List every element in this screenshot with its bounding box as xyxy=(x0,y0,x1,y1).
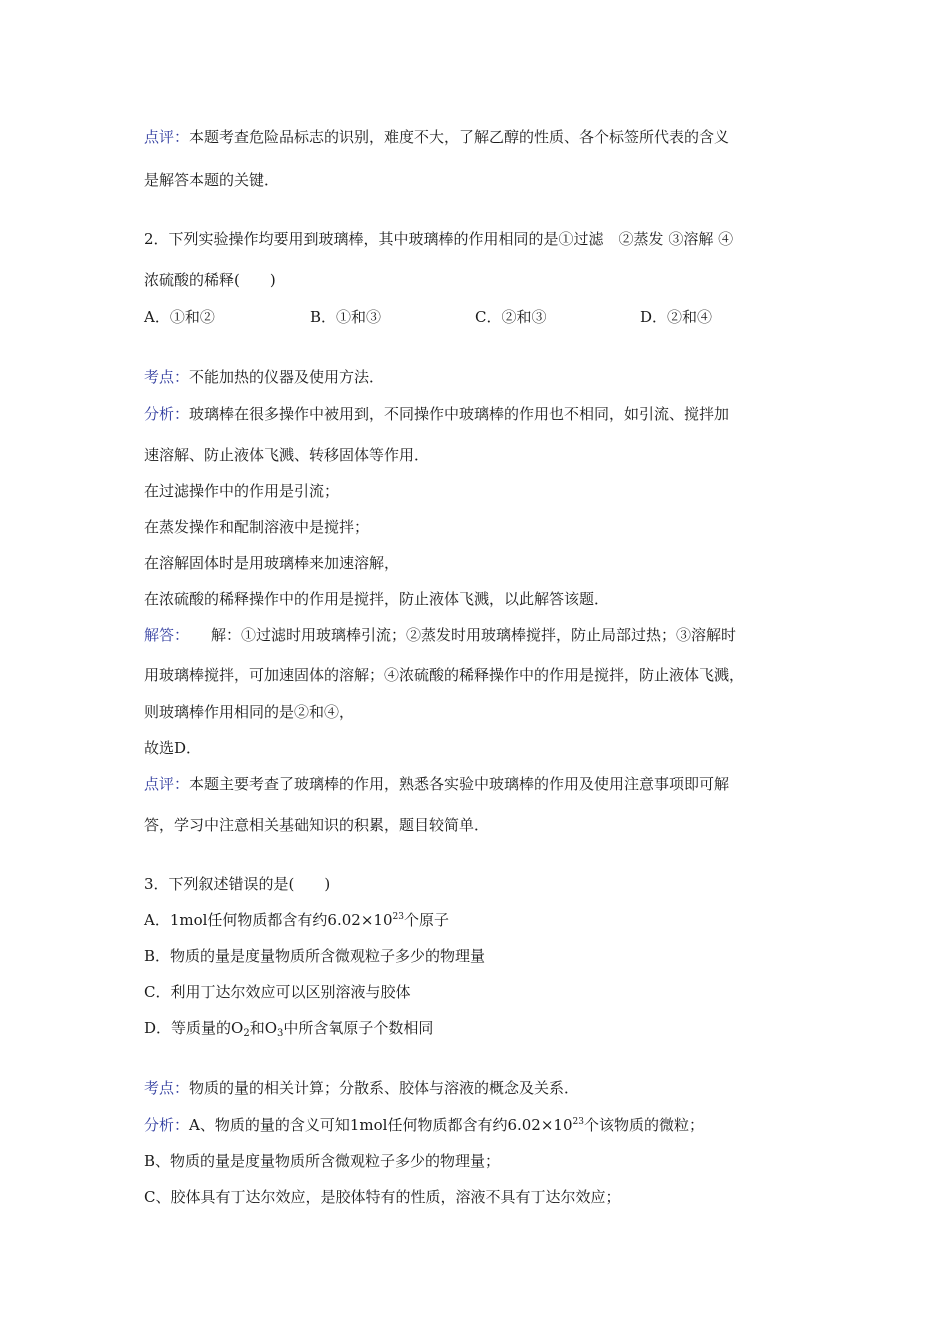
q3-option-d-sub-1: 2 xyxy=(243,1028,250,1039)
q2-jieda-line-3: 则玻璃棒作用相同的是②和④， xyxy=(144,703,355,721)
q2-jieda-line-4: 故选D． xyxy=(144,739,202,757)
q3-fenxi-line-2: B、物质的量是度量物质所含微观粒子多少的物理量； xyxy=(144,1152,501,1170)
q3-kaodian xyxy=(144,1078,579,1098)
q3-option-a-text: A．1mol任何物质都含有约6.02×10 xyxy=(144,911,393,929)
q3-option-c: C．利用丁达尔效应可以区别溶液与胶体 xyxy=(144,983,411,1001)
q3-option-a-exponent: 23 xyxy=(392,912,404,922)
jieda-text-1: 解：①过滤时用玻璃棒引流；②蒸发时用玻璃棒搅拌，防止局部过热；③溶解时 xyxy=(211,626,737,644)
q3-option-d-sub-2: 3 xyxy=(277,1028,284,1039)
q2-fenxi-line-1 xyxy=(144,404,729,424)
q2-jieda-line-1 xyxy=(144,625,736,645)
q2-jieda-line-2: 用玻璃棒搅拌，可加速固体的溶解；④浓硫酸的稀释操作中的作用是搅拌，防止液体飞溅， xyxy=(144,666,745,684)
q3-fenxi-line-1 xyxy=(144,1115,704,1135)
q3-kaodian-text: 物质的量的相关计算；分散系、胶体与溶液的概念及关系． xyxy=(189,1079,580,1097)
q3-fenxi-text-1: A、物质的量的含义可知1mol任何物质都含有约6.02×10 xyxy=(189,1116,573,1134)
q2-fenxi-line-4: 在蒸发操作和配制溶液中是搅拌； xyxy=(144,518,370,536)
q3-fenxi-line-3: C、胶体具有丁达尔效应，是胶体特有的性质，溶液不具有丁达尔效应； xyxy=(144,1188,621,1206)
q3-option-d xyxy=(144,1018,433,1038)
q3-option-d-mid: 和O xyxy=(249,1019,278,1037)
q2-stem-line-2: 浓硫酸的稀释( ) xyxy=(144,271,276,289)
review-line-2: 是解答本题的关键． xyxy=(144,171,280,189)
q2-fenxi-line-5: 在溶解固体时是用玻璃棒来加速溶解， xyxy=(144,554,400,572)
q3-option-d-text: D．等质量的O xyxy=(144,1019,244,1037)
q3-option-b: B．物质的量是度量物质所含微观粒子多少的物理量 xyxy=(144,947,486,965)
q2-option-a: A．①和② xyxy=(144,308,215,326)
q3-kaodian-label: 考点： xyxy=(144,1079,190,1097)
dianping-text-1: 本题主要考查了玻璃棒的作用，熟悉各实验中玻璃棒的作用及使用注意事项即可解 xyxy=(189,775,730,793)
review-line-1 xyxy=(144,127,729,147)
q3-fenxi-exponent: 23 xyxy=(572,1117,584,1127)
q2-option-b: B．①和③ xyxy=(310,308,382,326)
q3-stem: 3．下列叙述错误的是( ) xyxy=(144,875,331,893)
review-label: 点评： xyxy=(144,128,190,146)
q2-option-c: C．②和③ xyxy=(475,308,547,326)
dianping-label: 点评： xyxy=(144,775,190,793)
q3-option-a xyxy=(144,910,449,930)
q2-option-d: D．②和④ xyxy=(640,308,713,326)
kaodian-label: 考点： xyxy=(144,368,190,386)
fenxi-text-1: 玻璃棒在很多操作中被用到，不同操作中玻璃棒的作用也不相同，如引流、搅拌加 xyxy=(189,405,730,423)
kaodian-text: 不能加热的仪器及使用方法． xyxy=(189,368,385,386)
q2-fenxi-line-3: 在过滤操作中的作用是引流； xyxy=(144,482,340,500)
q2-dianping-line-2: 答，学习中注意相关基础知识的积累，题目较简单． xyxy=(144,816,490,834)
fenxi-label: 分析： xyxy=(144,405,190,423)
review-text-1: 本题考查危险品标志的识别，难度不大，了解乙醇的性质、各个标签所代表的含义 xyxy=(189,128,730,146)
q2-kaodian xyxy=(144,367,384,387)
q3-fenxi-label: 分析： xyxy=(144,1116,190,1134)
jieda-label: 解答： xyxy=(144,626,190,644)
q2-dianping-line-1 xyxy=(144,774,729,794)
q2-fenxi-line-2: 速溶解、防止液体飞溅、转移固体等作用． xyxy=(144,446,430,464)
q3-option-d-suffix: 中所含氧原子个数相同 xyxy=(283,1019,434,1037)
q2-stem-line-1: 2．下列实验操作均要用到玻璃棒，其中玻璃棒的作用相同的是①过滤 ②蒸发 ③溶解 ④ xyxy=(144,230,734,248)
q3-option-a-suffix: 个原子 xyxy=(403,911,449,929)
q3-fenxi-suffix: 个该物质的微粒； xyxy=(583,1116,704,1134)
q2-fenxi-line-6: 在浓硫酸的稀释操作中的作用是搅拌，防止液体飞溅，以此解答该题． xyxy=(144,590,610,608)
